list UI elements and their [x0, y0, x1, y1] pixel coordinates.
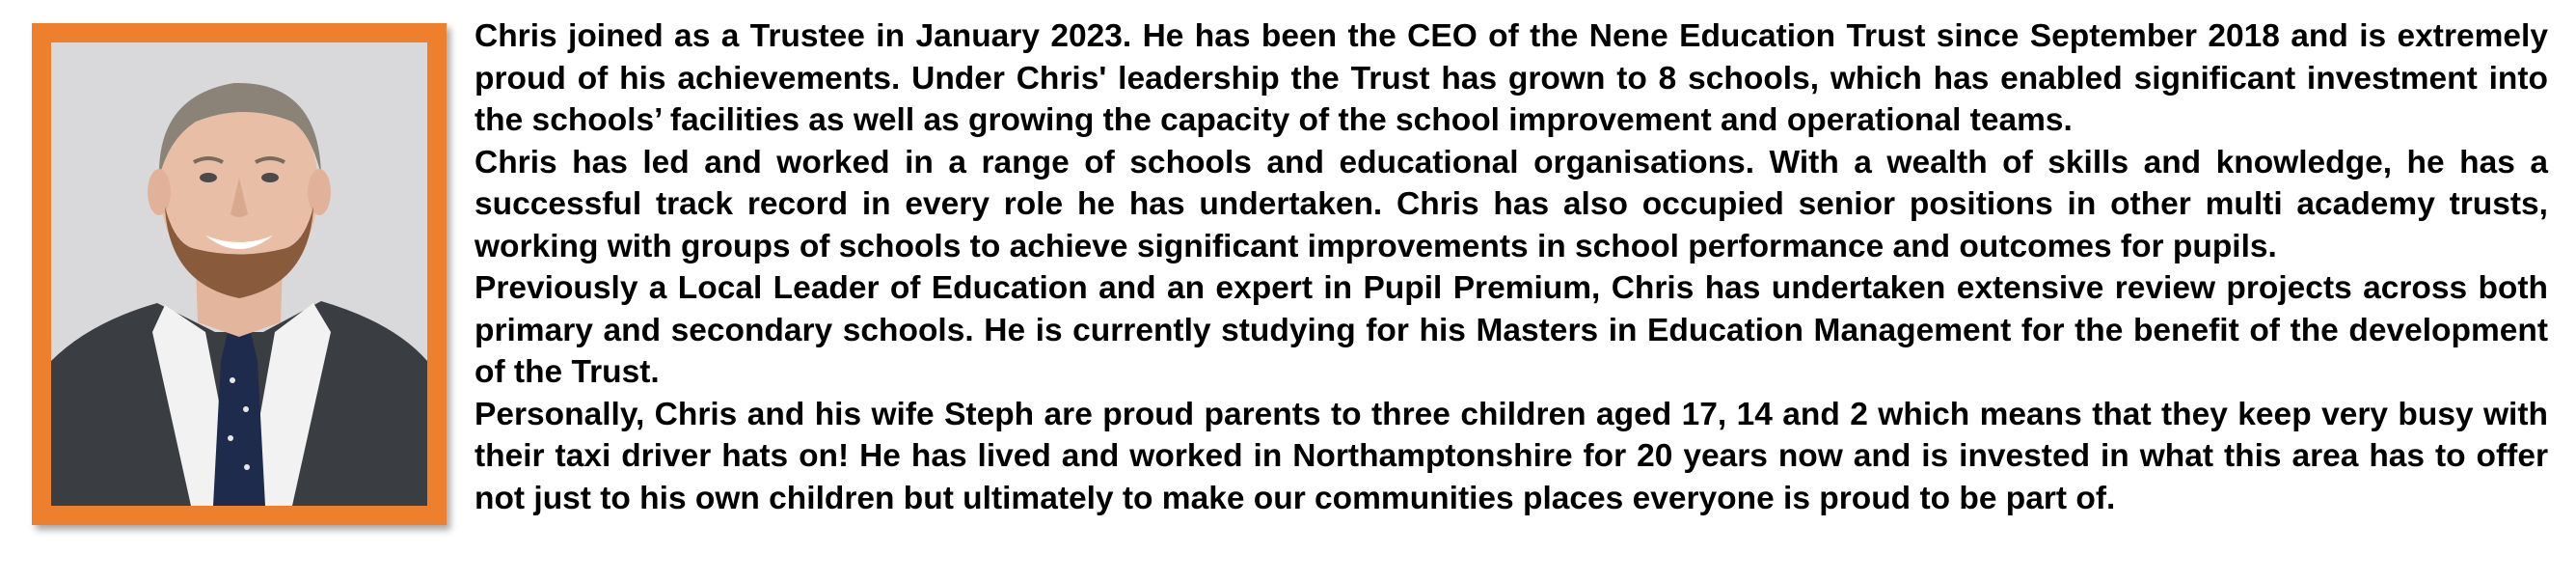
bio-paragraph-4: Personally, Chris and his wife Steph are proud parents to three children aged 17, 14 and 2 which means that they keep very busy with their taxi driver hats on! He has lived and worked in Northamptonshire for 20 years now and is invested in what this area has to offer not just to his own children but ultimately to make our communities places everyone is proud to be part of.	[475, 396, 2548, 516]
bio-paragraph-1: Chris joined as a Trustee in January 2023. He has been the CEO of the Nene Education Trust since September 2018 and is extremely proud of his achievements. Under Chris' leadership the Trust has grown to 8 schools, which has enabled significant investment into the schools’ facilities as well as growing the capacity of the school improvement and operational teams.	[475, 18, 2548, 138]
bio-paragraph-2: Chris has led and worked in a range of schools and educational organisations. With a wealth of skills and knowledge, he has a successful track record in every role he has undertaken. Chris has also occupied senior positions in other multi academy trusts, working with groups of schools to achieve significant improvements in school performance and outcomes for pupils.	[475, 144, 2548, 264]
bio-paragraph-3: Previously a Local Leader of Education and an expert in Pupil Premium, Chris has undertaken extensive review projects across both primary and secondary schools. He is currently studying for his Masters in Education Management for the benefit of the development of the Trust.	[475, 270, 2548, 390]
trustee-bio	[475, 15, 2548, 519]
photo-frame	[32, 23, 447, 525]
portrait-photo	[51, 42, 427, 506]
